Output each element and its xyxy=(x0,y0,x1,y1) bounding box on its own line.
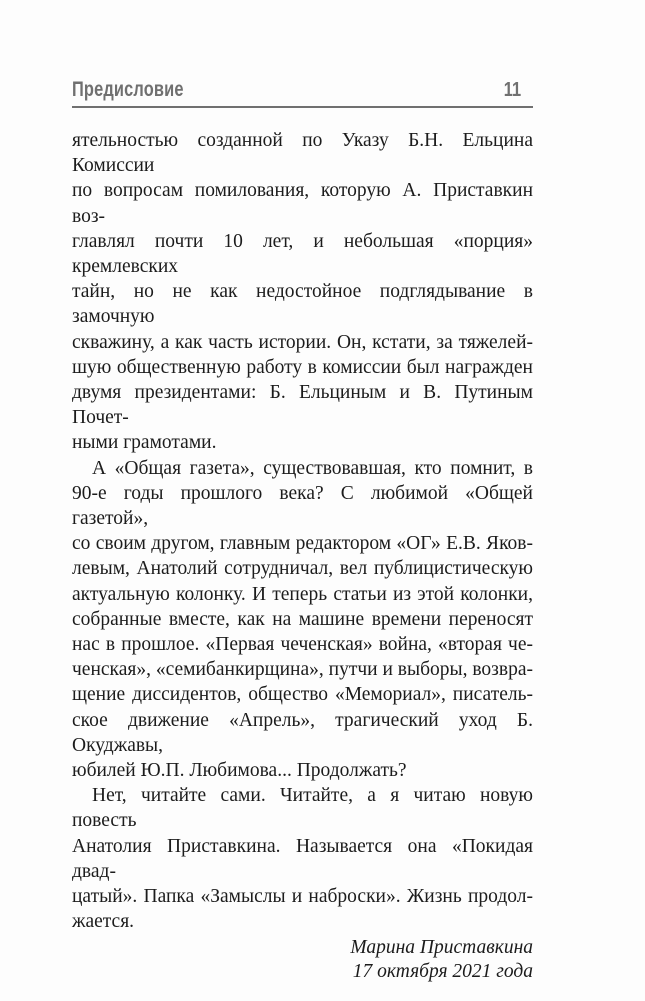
text-line: ными грамотами. xyxy=(72,432,217,454)
text-line: главлял почти 10 лет, и небольшая «порция» кремлевских xyxy=(72,230,533,278)
body-text xyxy=(72,128,533,984)
paragraph-1 xyxy=(72,128,533,456)
text-line: Нет, читайте сами. Читайте, а я читаю новую повесть xyxy=(72,785,533,832)
text-line: цатый». Папка «Замыслы и наброски». Жизнь продол- xyxy=(72,886,533,908)
signature-date: 17 октября 2021 года xyxy=(352,960,533,982)
running-header xyxy=(72,78,533,108)
text-line: двумя президентами: Б. Ельциным и В. Путиным Почет- xyxy=(72,382,533,429)
text-line: ятельностью созданной по Указу Б.Н. Ельцина Комиссии xyxy=(72,130,533,177)
text-line: со своим другом, главным редактором «ОГ» Е.В. Яков- xyxy=(72,533,533,555)
text-line: по вопросам помилования, которую А. Приставкин воз- xyxy=(72,180,533,227)
signature-block xyxy=(72,936,533,984)
paragraph-3 xyxy=(72,783,533,934)
text-line: Анатолия Приставкина. Называется она «Покидая двад- xyxy=(72,835,533,882)
text-line: нас в прошлое. «Первая чеченская» война, «вторая че- xyxy=(72,634,533,656)
text-line: 90-е годы прошлого века? С любимой «Общей газетой», xyxy=(72,482,533,530)
text-line: скважину, а как часть истории. Он, кстати, за тяжелей- xyxy=(72,331,533,353)
text-line: левым, Анатолий сотрудничал, вел публицистическую xyxy=(72,558,533,580)
signature-author: Марина Приставкина xyxy=(350,936,533,958)
text-line: актуальную колонку. И теперь статьи из этой колонки, xyxy=(72,583,533,605)
text-line: ченская», «семибанкирщина», путчи и выборы, возвра- xyxy=(72,659,533,681)
text-line: собранные вместе, как на машине времени переносят xyxy=(72,608,533,630)
chapter-title: Предисловие xyxy=(72,78,184,101)
text-line: тайн, но не как недостойное подглядывание в замочную xyxy=(72,281,533,328)
text-line: ское движение «Апрель», трагический уход Б. Окуджавы, xyxy=(72,709,533,756)
text-line: шую общественную работу в комиссии был награжден xyxy=(72,356,533,378)
text-line: щение диссидентов, общество «Мемориал», писатель- xyxy=(72,684,533,706)
text-line: жается. xyxy=(72,911,135,933)
paragraph-2 xyxy=(72,456,533,784)
page-number: 11 xyxy=(503,79,521,101)
text-line: А «Общая газета», существовавшая, кто помнит, в xyxy=(92,457,533,479)
text-line: юбилей Ю.П. Любимова... Продолжать? xyxy=(72,760,407,782)
